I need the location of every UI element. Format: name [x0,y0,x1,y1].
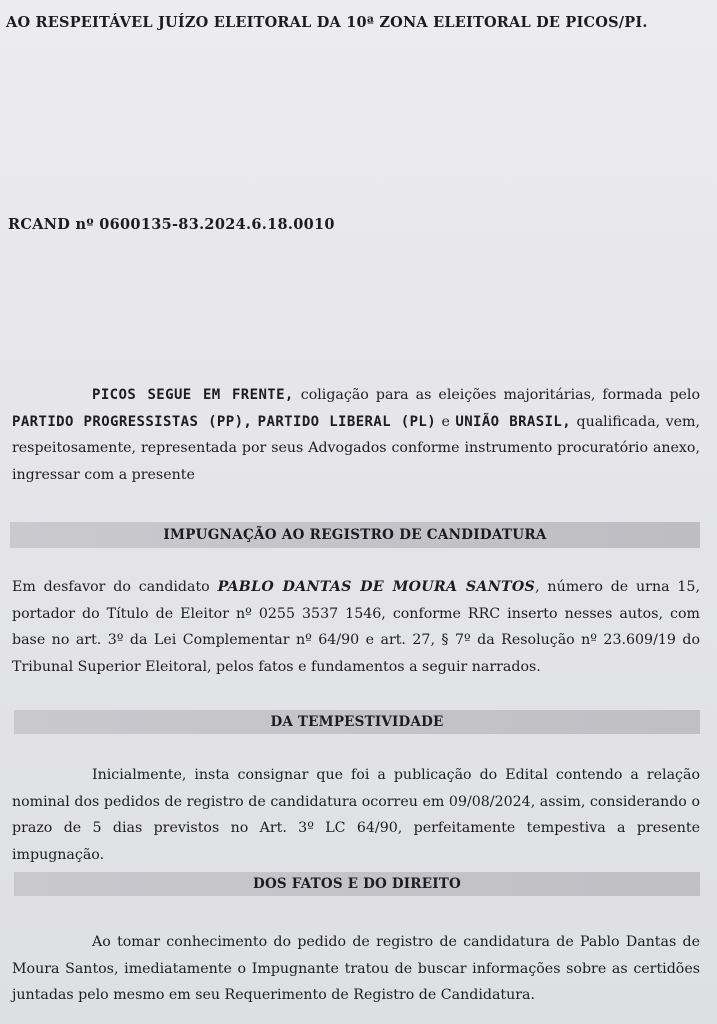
intro-text-4: qualificada, vem, respeitosamente, representada por seus Advogados conforme instrumento procuratório anexo, ingressar com a presente [12,413,700,483]
addressee-line: AO RESPEITÁVEL JUÍZO ELEITORAL DA 10ª ZONA ELEITORAL DE PICOS/PI. [6,14,648,31]
impugnacao-paragraph [12,574,700,680]
intro-paragraph [12,382,700,488]
coalition-name: PICOS SEGUE EM FRENTE, [92,387,294,403]
case-number: RCAND nº 0600135-83.2024.6.18.0010 [8,216,335,233]
party-uniao: UNIÃO BRASIL, [455,413,572,430]
tempestividade-text: Inicialmente, insta consignar que foi a publicação do Edital contendo a relação nominal dos pedidos de registro de candidatura ocorreu em 09/08/2024, assim, considerando o prazo de 5 dias previstos no Art. 3º LC 64/90, perfeitamente tempestiva a presente impugnação. [12,767,700,863]
intro-text-1: coligação para as eleições majoritárias, formada pelo [293,387,700,403]
impugnacao-text-1: Em desfavor do candidato [12,579,218,595]
intro-text-3: e [436,413,456,430]
impugnacao-text-2: , número de urna 15, portador do Título de Eleitor nº 0255 3537 1546, conforme RRC inserto nesses autos, com base no art. 3º da Lei Complementar nº 64/90 e art. 27, § 7º da Resolução nº 23.609/19 do Tribunal Superior Eleitoral, pelos fatos e fundamentos a seguir narrados. [12,579,700,675]
tempestividade-paragraph [12,762,700,868]
fatos-text: Ao tomar conhecimento do pedido de registro de candidatura de Pablo Dantas de Moura Santos, imediatamente o Impugnante tratou de buscar informações sobre as certidões juntadas pelo mesmo em seu Requerimento de Registro de Candidatura. [12,934,700,1003]
heading-tempestividade: DA TEMPESTIVIDADE [14,710,700,734]
candidate-name: PABLO DANTAS DE MOURA SANTOS [217,579,536,595]
heading-fatos: DOS FATOS E DO DIREITO [14,872,700,896]
party-pp: PARTIDO PROGRESSISTAS (PP), [12,413,253,430]
fatos-paragraph [12,929,700,1009]
party-pl: PARTIDO LIBERAL (PL) [257,413,437,430]
heading-impugnacao: IMPUGNAÇÃO AO REGISTRO DE CANDIDATURA [10,522,700,548]
